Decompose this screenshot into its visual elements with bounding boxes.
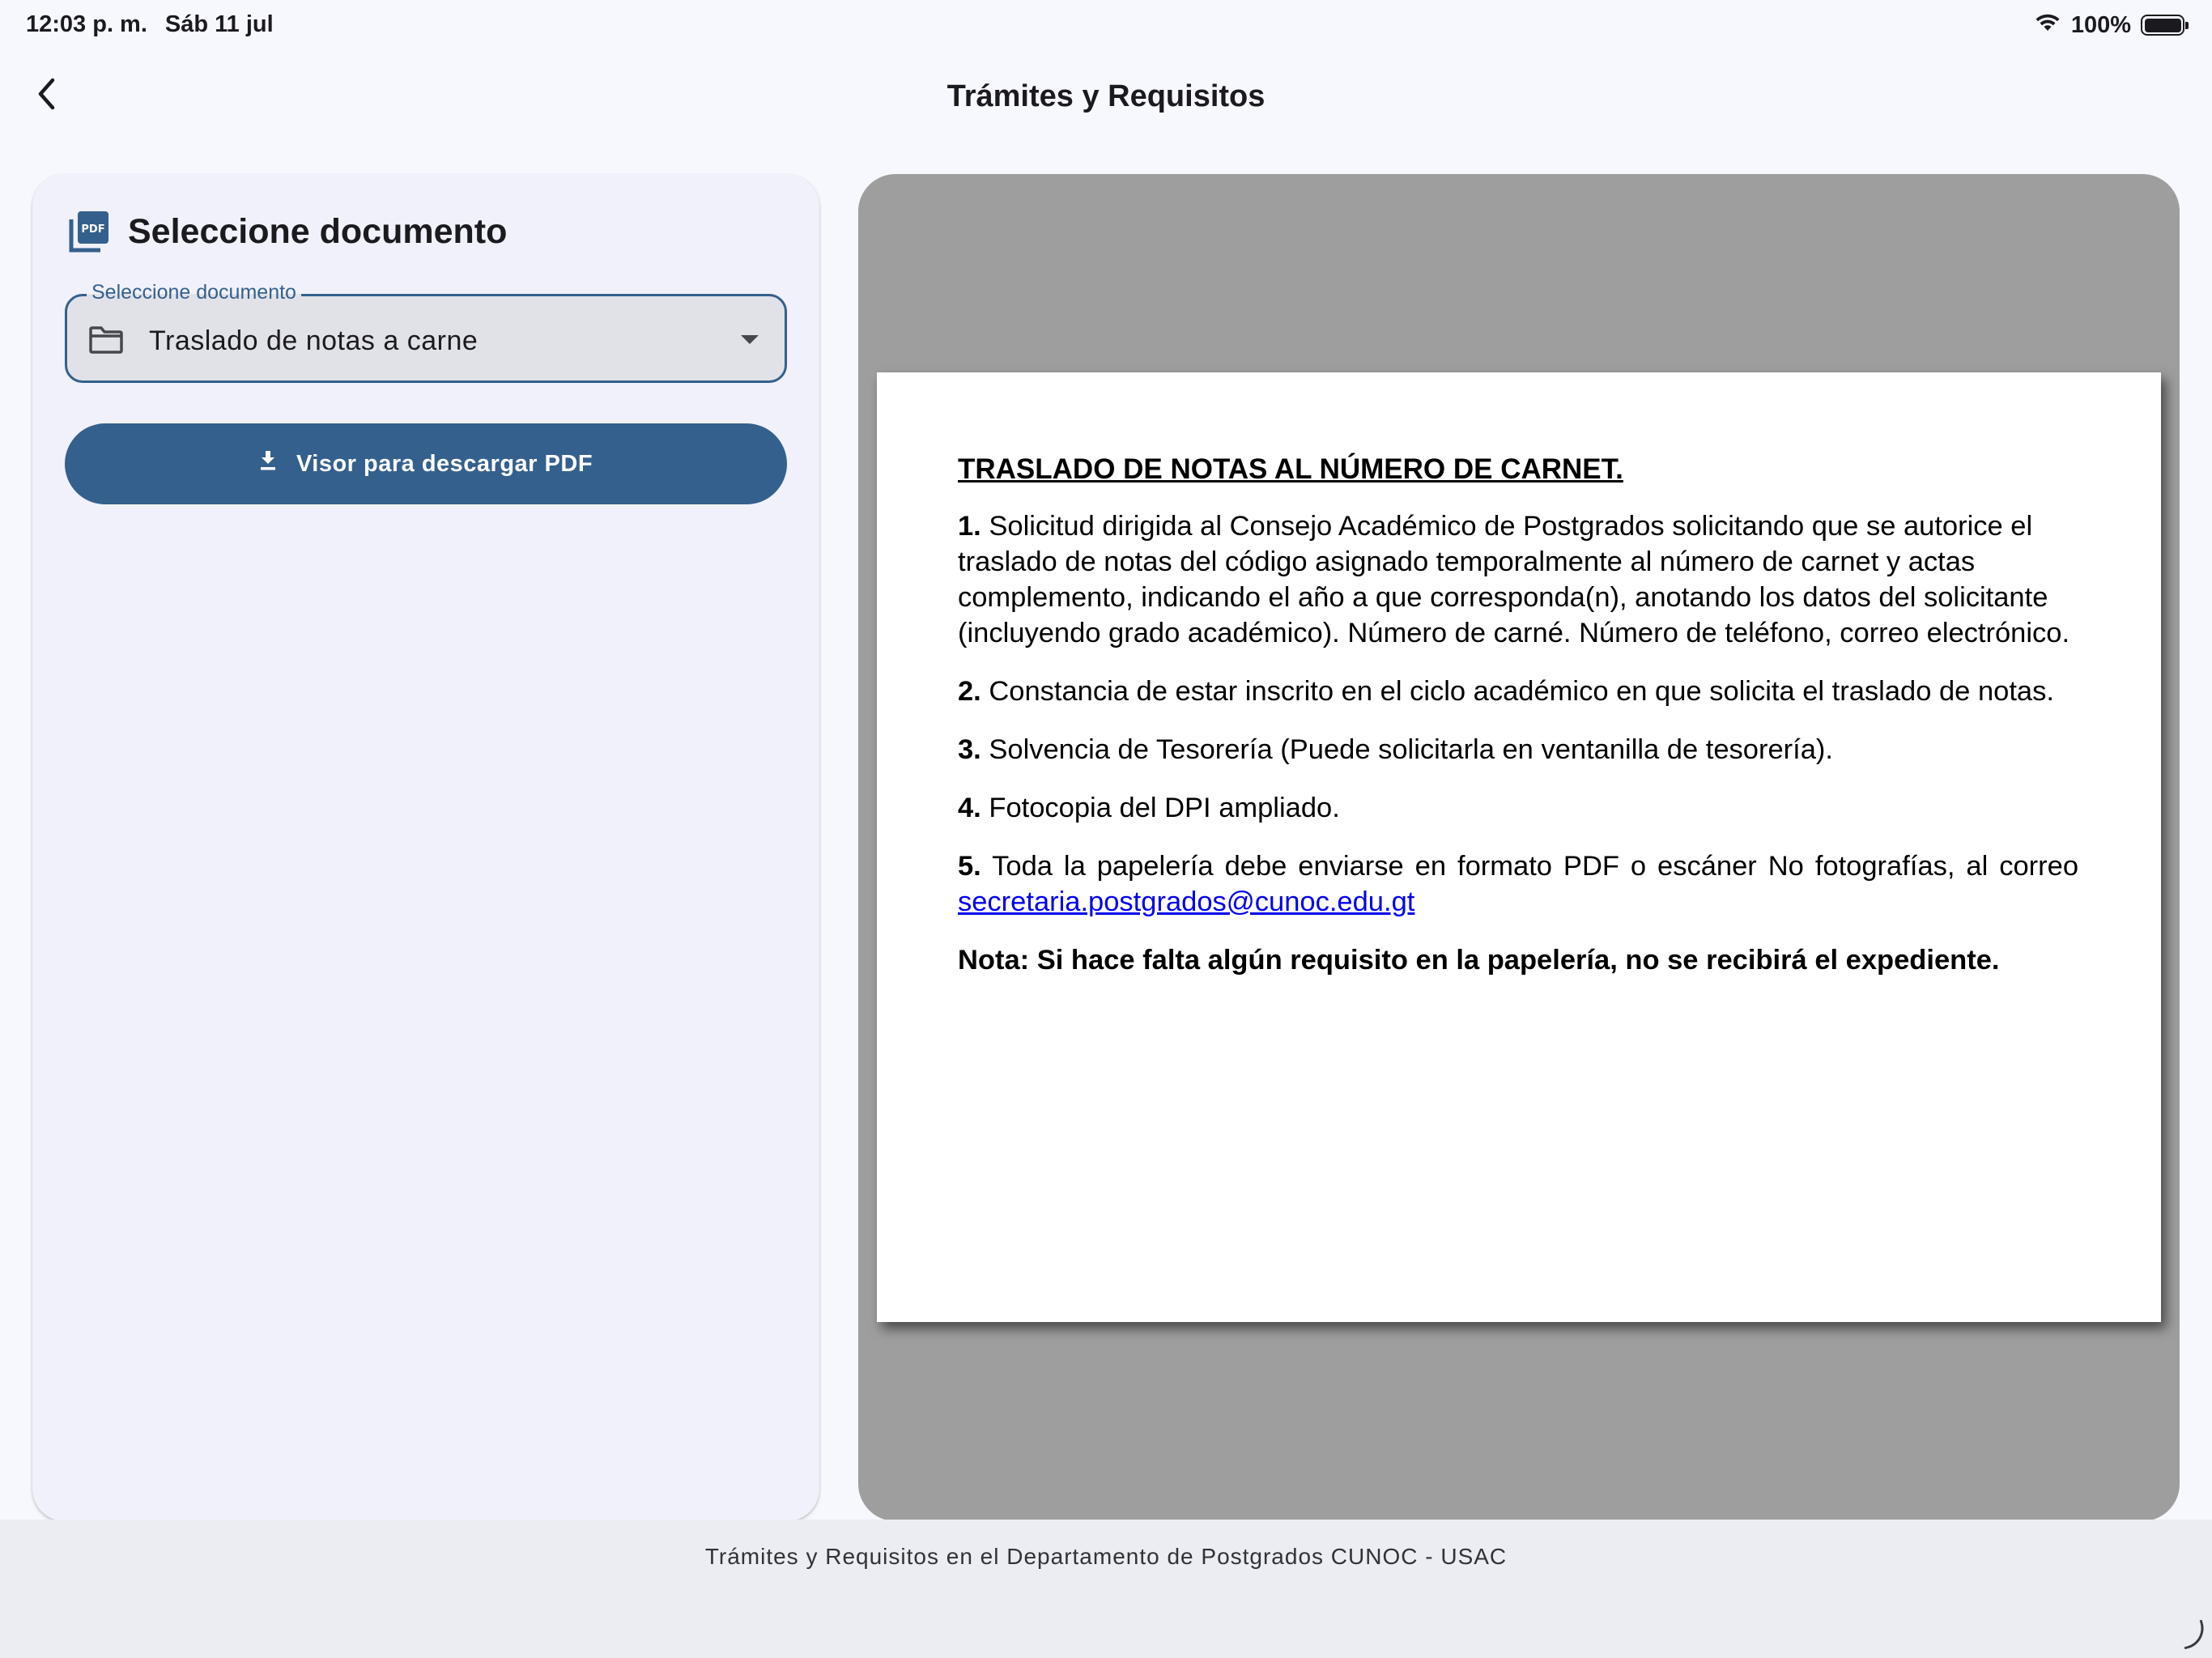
status-date: Sáb 11 jul (164, 11, 274, 37)
requirement-item (958, 848, 2078, 920)
requirement-item (958, 732, 2078, 767)
download-icon (259, 450, 277, 478)
requirement-text: Solicitud dirigida al Consejo Académico de Postgrados solicitando que se autorice el traslado de notas del código asignado temporalmente al número de carnet y actas complemento, indicando el año a que corresponda(n), anotando los datos del solicitante (incluyendo grado académico). Número de carné. Número de teléfono, correo electrónico. (958, 511, 2070, 648)
dropdown-arrow-icon (741, 335, 759, 344)
pdf-heading: TRASLADO DE NOTAS AL NÚMERO DE CARNET. (958, 453, 1623, 485)
status-right (2034, 11, 2184, 39)
status-bar (0, 0, 2212, 52)
footer-text: Trámites y Requisitos en el Departamento de Postgrados CUNOC - USAC (704, 1544, 1508, 1569)
status-time: 12:03 p. m. (26, 11, 147, 37)
requirement-item (958, 674, 2078, 709)
select-value: Traslado de notas a carne (149, 325, 479, 356)
requirement-text: Fotocopia del DPI ampliado. (989, 793, 1340, 823)
battery-percent: 100% (2070, 11, 2131, 38)
requirement-number: 5. (958, 851, 981, 882)
panel-title: Seleccione documento (128, 211, 508, 251)
pdf-file-icon (68, 210, 110, 253)
battery-icon (2141, 15, 2184, 36)
email-link[interactable]: secretaria.postgrados@cunoc.edu.gt (958, 886, 1415, 917)
document-selector-panel (32, 174, 819, 1521)
requirement-text: Constancia de estar inscrito en el ciclo académico en que solicita el traslado de notas. (989, 676, 2054, 707)
resize-handle[interactable] (2179, 1620, 2209, 1650)
svg-text:PDF: PDF (81, 223, 105, 236)
panel-header (68, 210, 507, 253)
pdf-viewer[interactable] (858, 174, 2180, 1521)
document-select[interactable] (65, 281, 787, 383)
requirement-number: 2. (958, 676, 981, 707)
download-pdf-button[interactable] (65, 423, 787, 504)
select-label: Seleccione documento (87, 281, 301, 304)
requirement-number: 4. (958, 793, 981, 823)
pdf-note: Nota: Si hace falta algún requisito en la papelería, no se recibirá el expediente. (958, 945, 2000, 976)
pdf-page (877, 372, 2161, 1322)
requirement-number: 3. (958, 734, 981, 765)
app-bar (0, 52, 2212, 146)
requirement-text: Solvencia de Tesorería (Puede solicitarla en ventanilla de tesorería). (989, 734, 1833, 765)
page-title: Trámites y Requisitos (946, 79, 1266, 113)
folder-icon (88, 325, 124, 355)
requirement-text: Toda la papelería debe enviarse en formato PDF o escáner No fotografías, al correo (992, 851, 2079, 882)
requirement-number: 1. (958, 511, 981, 542)
status-left (26, 11, 274, 38)
footer (0, 1520, 2212, 1658)
download-button-label: Visor para descargar PDF (296, 450, 593, 477)
pdf-content (958, 452, 2078, 978)
wifi-icon (2034, 11, 2061, 39)
battery-fill (2145, 19, 2181, 32)
requirement-item (958, 790, 2078, 826)
requirement-line (958, 848, 2078, 884)
requirement-item (958, 508, 2078, 651)
